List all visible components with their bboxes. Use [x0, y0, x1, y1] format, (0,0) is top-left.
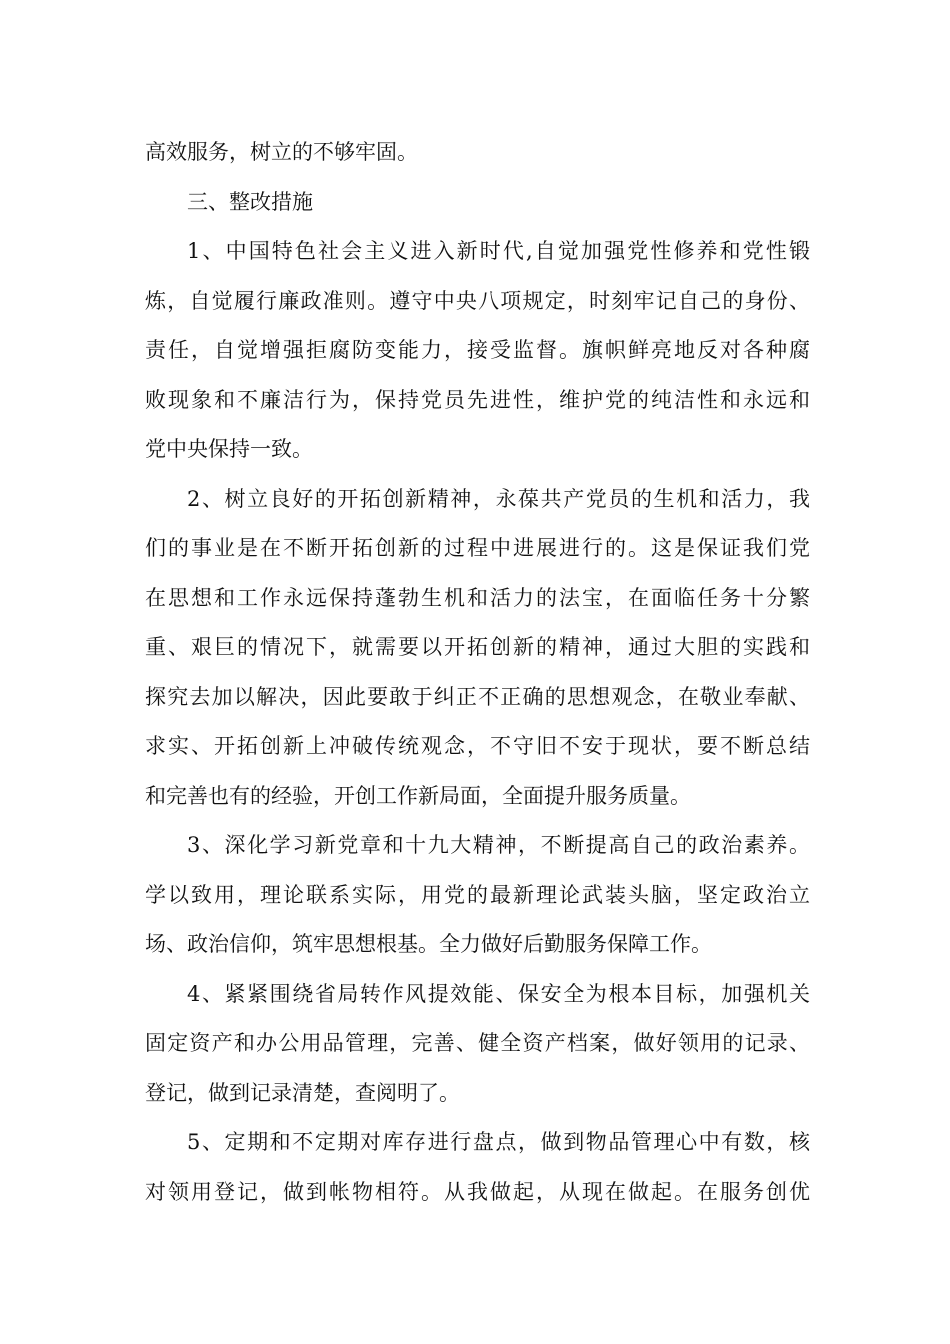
text-line: 固定资产和办公用品管理，完善、健全资产档案，做好领用的记录、	[145, 1031, 810, 1055]
text-line: 们的事业是在不断开拓创新的过程中进展进行的。这是保证我们党	[145, 536, 810, 560]
text-line: 1、中国特色社会主义进入新时代,自觉加强党性修养和党性锻	[187, 239, 810, 263]
text-line: 在思想和工作永远保持蓬勃生机和活力的法宝，在面临任务十分繁	[145, 585, 810, 610]
text-line: 4、紧紧围绕省局转作风提效能、保安全为根本目标，加强机关	[187, 981, 810, 1006]
text-line: 责任，自觉增强拒腐防变能力，接受监督。旗帜鲜亮地反对各种腐	[145, 338, 810, 362]
text-line: 对领用登记，做到帐物相符。从我做起，从现在做起。在服务创优	[145, 1179, 810, 1204]
text-line: 重、艰巨的情况下，就需要以开拓创新的精神，通过大胆的实践和	[145, 635, 810, 659]
text-line: 和完善也有的经验，开创工作新局面，全面提升服务质量。	[145, 783, 691, 808]
text-line: 3、深化学习新党章和十九大精神，不断提高自己的政治素养。	[187, 833, 810, 857]
text-line: 败现象和不廉洁行为，保持党员先进性，维护党的纯洁性和永远和	[145, 387, 810, 412]
text-line: 2、树立良好的开拓创新精神，永葆共产党员的生机和活力，我	[187, 486, 810, 511]
text-line: 5、定期和不定期对库存进行盘点，做到物品管理心中有数，核	[187, 1130, 810, 1154]
document-body	[145, 128, 810, 1217]
text-line: 高效服务，树立的不够牢固。	[145, 140, 418, 164]
text-line: 场、政治信仰，筑牢思想根基。全力做好后勤服务保障工作。	[145, 932, 712, 956]
text-line: 求实、开拓创新上冲破传统观念，不守旧不安于现状，要不断总结	[145, 734, 810, 758]
text-line: 探究去加以解决，因此要敢于纠正不正确的思想观念，在敬业奉献、	[145, 684, 810, 709]
text-line: 登记，做到记录清楚，查阅明了。	[145, 1080, 460, 1105]
section-heading: 三、整改措施	[187, 189, 313, 214]
text-line: 党中央保持一致。	[145, 437, 313, 461]
text-line: 炼，自觉履行廉政准则。遵守中央八项规定，时刻牢记自己的身份、	[145, 288, 810, 313]
text-line: 学以致用，理论联系实际，用党的最新理论武装头脑，坚定政治立	[145, 882, 810, 907]
